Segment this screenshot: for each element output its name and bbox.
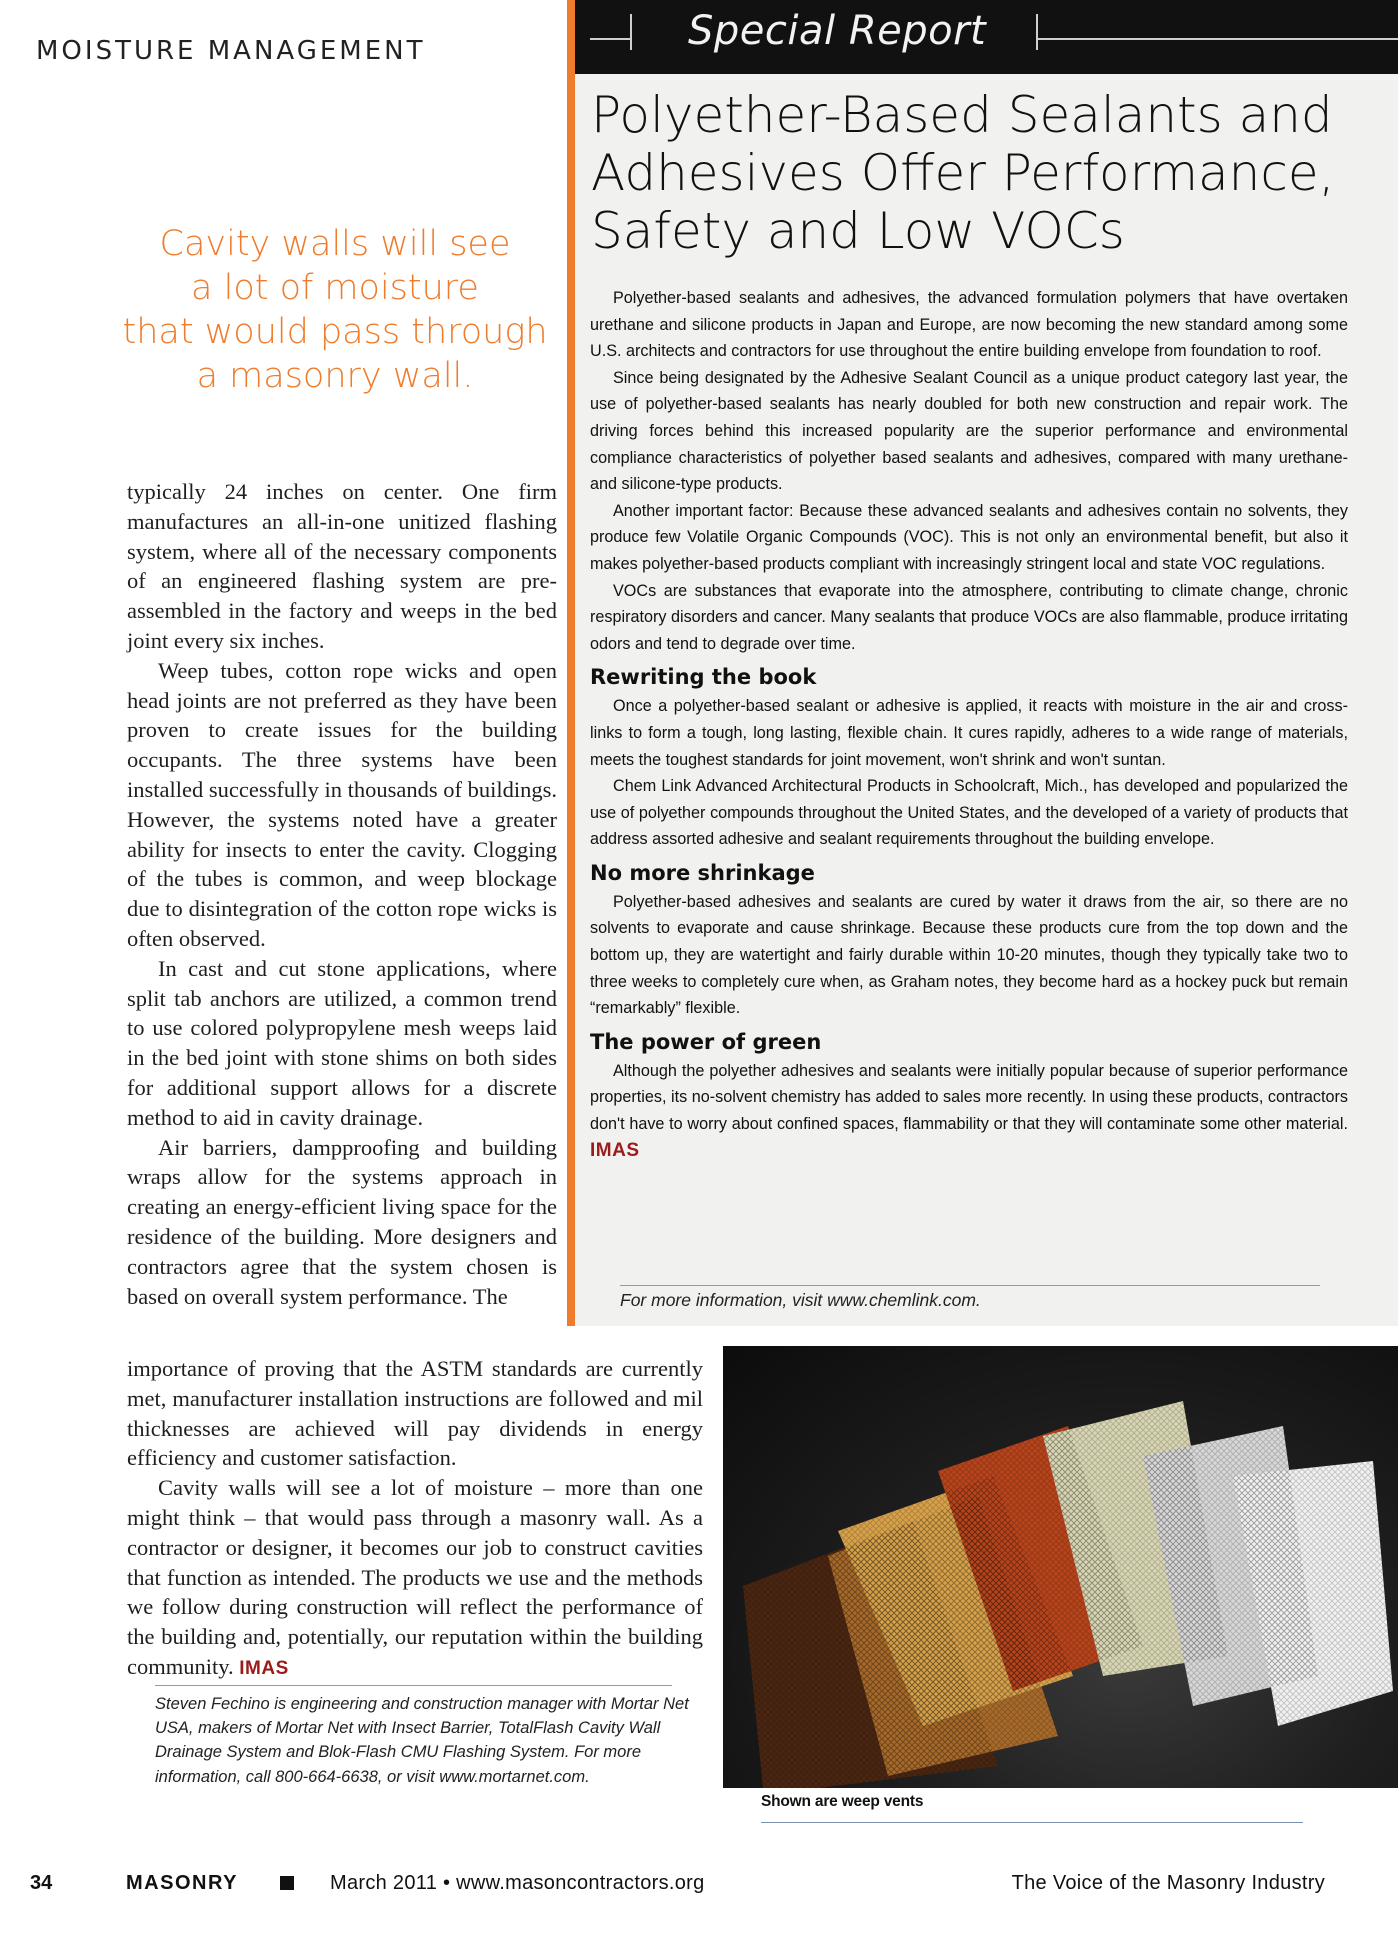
report-paragraph: Another important factor: Because these advanced sealants and adhesives contain no solvents, they produce few Volatile Organic Compounds (VOC). This is not only an environmental benefit, but also it makes polyether-based products compliant with increasingly stringent local and state VOC regulations.: [590, 501, 1348, 573]
pull-quote-line: a lot of moisture: [191, 268, 479, 308]
left-article-column: [127, 477, 557, 1311]
report-paragraph: Polyether-based adhesives and sealants are cured by water it draws from the air, so there are no solvents to evaporate and cause shrinkage. Because these products cure from the top down and the bottom up, they are watertight and fairly durable within 10-20 minutes, though they typically take two to three weeks to completely cure when, as Graham notes, they become hard as a hockey puck but remain “remarkably” flexible.: [590, 892, 1348, 1018]
body-paragraph: Weep tubes, cotton rope wicks and open head joints are not preferred as they have been proven to create issues for the building occupants. The three systems have been installed successfully in thousands of buildings. However, the systems noted have a greater ability for insects to enter the cavity. Clogging of the tubes is common, and weep blockage due to disintegration of the cotton rope wicks is often observed.: [127, 657, 557, 951]
magazine-name: MASONRY: [126, 1872, 238, 1894]
caption-divider: [761, 1822, 1303, 1823]
section-label: MOISTURE MANAGEMENT: [36, 36, 426, 66]
page-footer: [30, 1872, 1370, 1902]
section-heading-shrinkage: No more shrinkage: [590, 860, 815, 885]
report-paragraph: Chem Link Advanced Architectural Products in Schoolcraft, Mich., has developed and popularized the use of polyether compounds throughout the United States, and the developed of a variety of products that address assorted adhesive and sealant requirements throughout the building envelope.: [590, 777, 1348, 849]
report-paragraph: Since being designated by the Adhesive Sealant Council as a unique product category last year, the use of polyether-based sealants has nearly doubled for both new construction and repair work. The driving forces behind this increased popularity are the superior performance and environmental compliance characteristics of polyether based sealants and adhesives, compared with many urethane- and silicone-type products.: [590, 368, 1348, 494]
body-paragraph: importance of proving that the ASTM standards are currently met, manufacturer installation instructions are followed and mil thicknesses are achieved will pay dividends in energy efficiency and customer satisfaction.: [127, 1356, 703, 1471]
pull-quote-line: that would pass through: [122, 312, 548, 352]
wide-article-column: [127, 1354, 703, 1684]
page-number: 34: [30, 1872, 53, 1894]
report-paragraph-text: Although the polyether adhesives and sealants were initially popular because of superior performance properties, its no-solvent chemistry has added to sales more recently. In using these products, contractors don't have to worry about confined spaces, flammability or that they will contaminate some other material.: [590, 1061, 1348, 1134]
pull-quote-line: Cavity walls will see: [159, 224, 511, 264]
banner-rule-left: [590, 38, 632, 40]
section-heading-rewriting: Rewriting the book: [590, 665, 817, 690]
banner-tick-right: [1036, 14, 1038, 50]
imas-end-mark: IMAS: [239, 1657, 289, 1679]
pull-quote: [120, 222, 550, 398]
body-paragraph: [127, 1473, 703, 1684]
report-paragraph: Polyether-based sealants and adhesives, the advanced formulation polymers that have overtaken urethane and silicone products in Japan and Europe, are now becoming the new standard among some U.S. architects and contractors for use throughout the entire building envelope from foundation to roof.: [590, 289, 1348, 361]
weep-vents-photo: [723, 1346, 1398, 1788]
section-heading-green: The power of green: [590, 1029, 822, 1054]
banner-tick-left: [630, 14, 632, 50]
footer-square-bullet: [280, 1876, 294, 1890]
body-paragraph-text: Cavity walls will see a lot of moisture – more than one might think – that would pass through a masonry wall. As a contractor or designer, it becomes our job to construct cavities that function as intended. The products we use and the methods we follow during construction will reflect the performance of the building and, potentially, our reputation within the building community.: [127, 1475, 703, 1679]
headline-line: Safety and Low VOCs: [591, 202, 1125, 260]
author-bio: Steven Fechino is engineering and construction manager with Mortar Net USA, makers of Mortar Net with Insect Barrier, TotalFlash Cavity Wall Drainage System and Blok-Flash CMU Flashing System. For more information, call 800-664-6638, or visit www.mortarnet.com.: [155, 1695, 689, 1786]
report-paragraph: VOCs are substances that evaporate into the atmosphere, contributing to climate change, chronic respiratory disorders and cancer. Many sealants that produce VOCs are also flammable, produce irritating odors and tend to degrade over time.: [590, 581, 1348, 653]
headline-line: Adhesives Offer Performance,: [591, 144, 1335, 202]
report-body: [590, 285, 1348, 1164]
imas-end-mark: IMAS: [590, 1139, 640, 1161]
body-paragraph: typically 24 inches on center. One firm manufactures an all-in-one unitized flashing system, where all of the necessary components of an engineered flashing system are pre-assembled in the factory and weeps in the bed joint every six inches.: [127, 479, 557, 653]
issue-info: March 2011 • www.masoncontractors.org: [330, 1872, 705, 1894]
more-info-link-text: For more information, visit www.chemlink.com.: [620, 1290, 981, 1310]
body-paragraph: In cast and cut stone applications, where split tab anchors are utilized, a common trend to use colored polypropylene mesh weeps laid in the bed joint with stone shims on both sides for additional support allows for a discrete method to aid in cavity drainage.: [127, 955, 557, 1130]
pull-quote-line: a masonry wall.: [196, 356, 474, 396]
banner-title: Special Report: [688, 8, 987, 54]
report-paragraph: Once a polyether-based sealant or adhesive is applied, it reacts with moisture in the air and cross-links to form a tough, long lasting, flexible chain. It cures rapidly, adheres to a wide range of materials, meets the toughest standards for joint movement, won't shrink and won't suntan.: [590, 697, 1348, 769]
report-accent-bar: [567, 0, 575, 1326]
body-paragraph: Air barriers, dampproofing and building wraps allow for the systems approach in creating an energy-efficient living space for the residence of the building. More designers and contractors agree that the system chosen is based on overall system performance. The: [127, 1134, 557, 1309]
headline-line: Polyether-Based Sealants and: [591, 86, 1333, 144]
banner-rule-right: [1038, 38, 1398, 40]
bio-divider: [155, 1685, 672, 1686]
magazine-tagline: The Voice of the Masonry Industry: [1011, 1872, 1325, 1894]
weep-vents-illustration: [723, 1346, 1398, 1788]
more-info-divider: [620, 1285, 1320, 1286]
photo-caption: Shown are weep vents: [761, 1793, 924, 1810]
report-headline: [591, 86, 1381, 260]
report-paragraph: [590, 1058, 1348, 1164]
